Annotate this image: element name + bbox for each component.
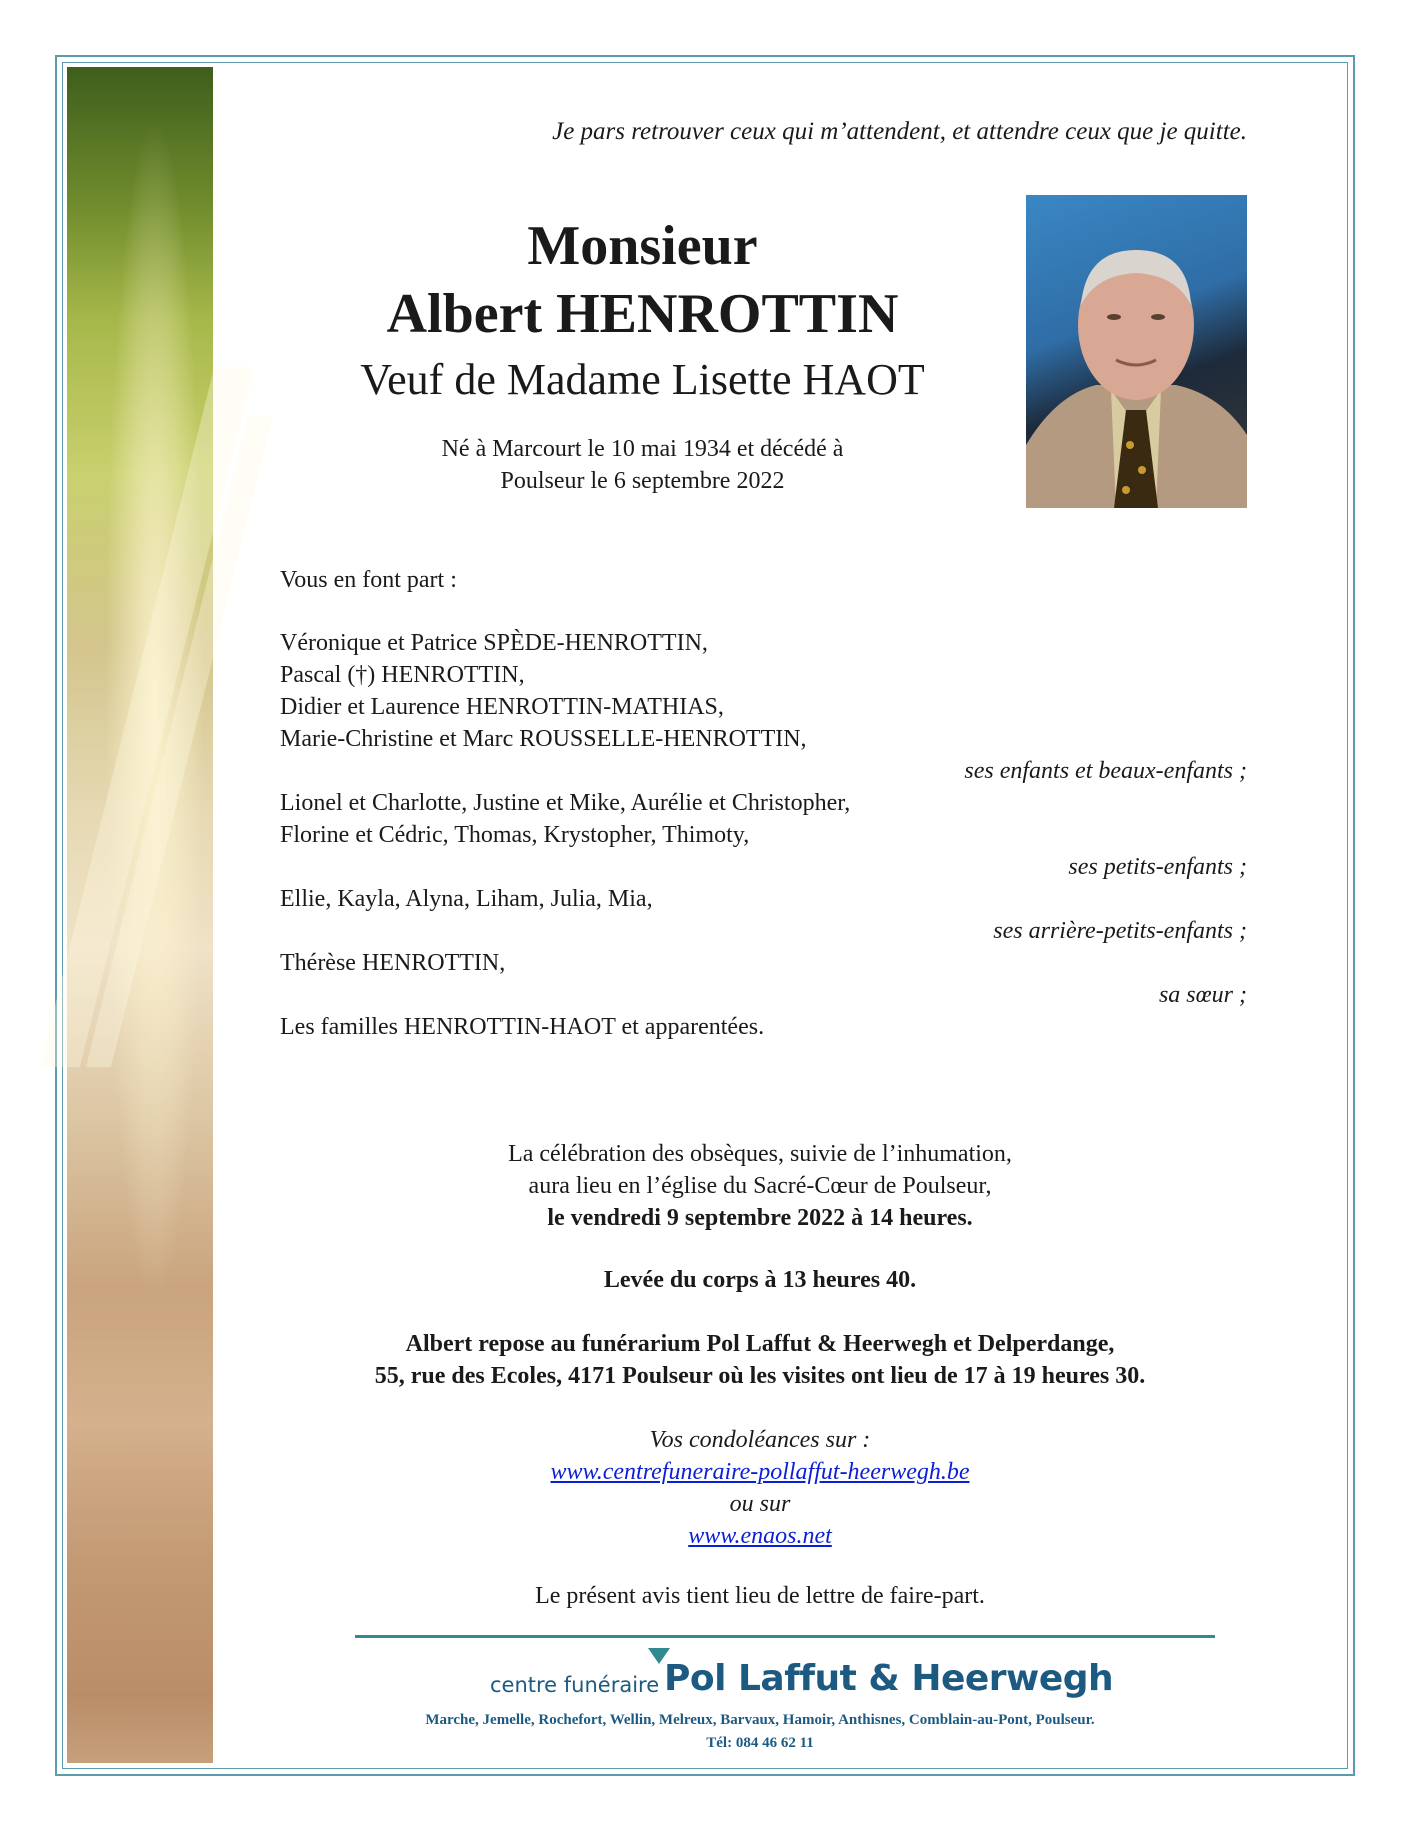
forest-path-photo	[67, 67, 213, 1763]
child-line: Didier et Laurence HENROTTIN-MATHIAS,	[280, 694, 724, 720]
condolences-link-enaos[interactable]: www.enaos.net	[688, 1523, 832, 1549]
children-role: ses enfants et beaux-enfants ;	[964, 758, 1247, 784]
funerarium-line-2: 55, rue des Ecoles, 4171 Poulseur où les visites ont lieu de 17 à 19 heures 30.	[374, 1363, 1146, 1389]
quote: Je pars retrouver ceux qui m’attendent, et attendre ceux que je quitte.	[552, 118, 1247, 145]
spouse-line: Veuf de Madame Lisette HAOT	[360, 355, 925, 404]
grandchildren-role: ses petits-enfants ;	[1068, 854, 1247, 880]
grandchild-line: Lionel et Charlotte, Justine et Mike, Aurélie et Christopher,	[280, 790, 851, 816]
notice-line: Le présent avis tient lieu de lettre de faire-part.	[535, 1583, 985, 1609]
brand-prefix: centre funéraire	[490, 1673, 660, 1697]
brand-locations: Marche, Jemelle, Rochefort, Wellin, Melreux, Barvaux, Hamoir, Anthisnes, Comblain-au-Pont, Poulseur.	[425, 1712, 1095, 1728]
condolences-label: Vos condoléances sur :	[649, 1427, 871, 1453]
brand-name: Pol Laffut & Heerwegh	[664, 1658, 1114, 1699]
sister-line: Thérèse HENROTTIN,	[280, 950, 506, 976]
title-line: Monsieur	[527, 215, 758, 277]
grandchild-line: Florine et Cédric, Thomas, Krystopher, Thimoty,	[280, 822, 750, 848]
condolences-or: ou sur	[729, 1491, 791, 1517]
families-line: Les familles HENROTTIN-HAOT et apparentées.	[280, 1014, 765, 1040]
portrait-photo	[1026, 195, 1247, 508]
ceremony-date: le vendredi 9 septembre 2022 à 14 heures.	[547, 1205, 973, 1231]
child-line: Marie-Christine et Marc ROUSSELLE-HENROTTIN,	[280, 726, 807, 752]
levee-du-corps: Levée du corps à 13 heures 40.	[603, 1267, 917, 1293]
great-grandchildren-line: Ellie, Kayla, Alyna, Liham, Julia, Mia,	[280, 886, 653, 912]
sister-role: sa sœur ;	[1158, 982, 1247, 1008]
child-line: Pascal (†) HENROTTIN,	[280, 662, 525, 688]
deceased-name: Albert HENROTTIN	[386, 283, 899, 345]
condolences-link-pollaffut[interactable]: www.centrefuneraire-pollaffut-heerwegh.be	[550, 1459, 970, 1485]
ceremony-line-2: aura lieu en l’église du Sacré-Cœur de Poulseur,	[528, 1173, 992, 1199]
funerarium-line-1: Albert repose au funérarium Pol Laffut & Heerwegh et Delperdange,	[405, 1331, 1115, 1357]
brand-phone: Tél: 084 46 62 11	[706, 1735, 814, 1751]
ceremony-line-1: La célébration des obsèques, suivie de l’inhumation,	[508, 1141, 1012, 1167]
family-intro: Vous en font part :	[280, 567, 457, 593]
birth-death-line-2: Poulseur le 6 septembre 2022	[500, 468, 785, 494]
birth-death-line-1: Né à Marcourt le 10 mai 1934 et décédé à	[441, 436, 844, 462]
great-grandchildren-role: ses arrière-petits-enfants ;	[993, 918, 1247, 944]
child-line: Véronique et Patrice SPÈDE-HENROTTIN,	[280, 630, 708, 656]
footer-divider	[355, 1635, 1215, 1638]
